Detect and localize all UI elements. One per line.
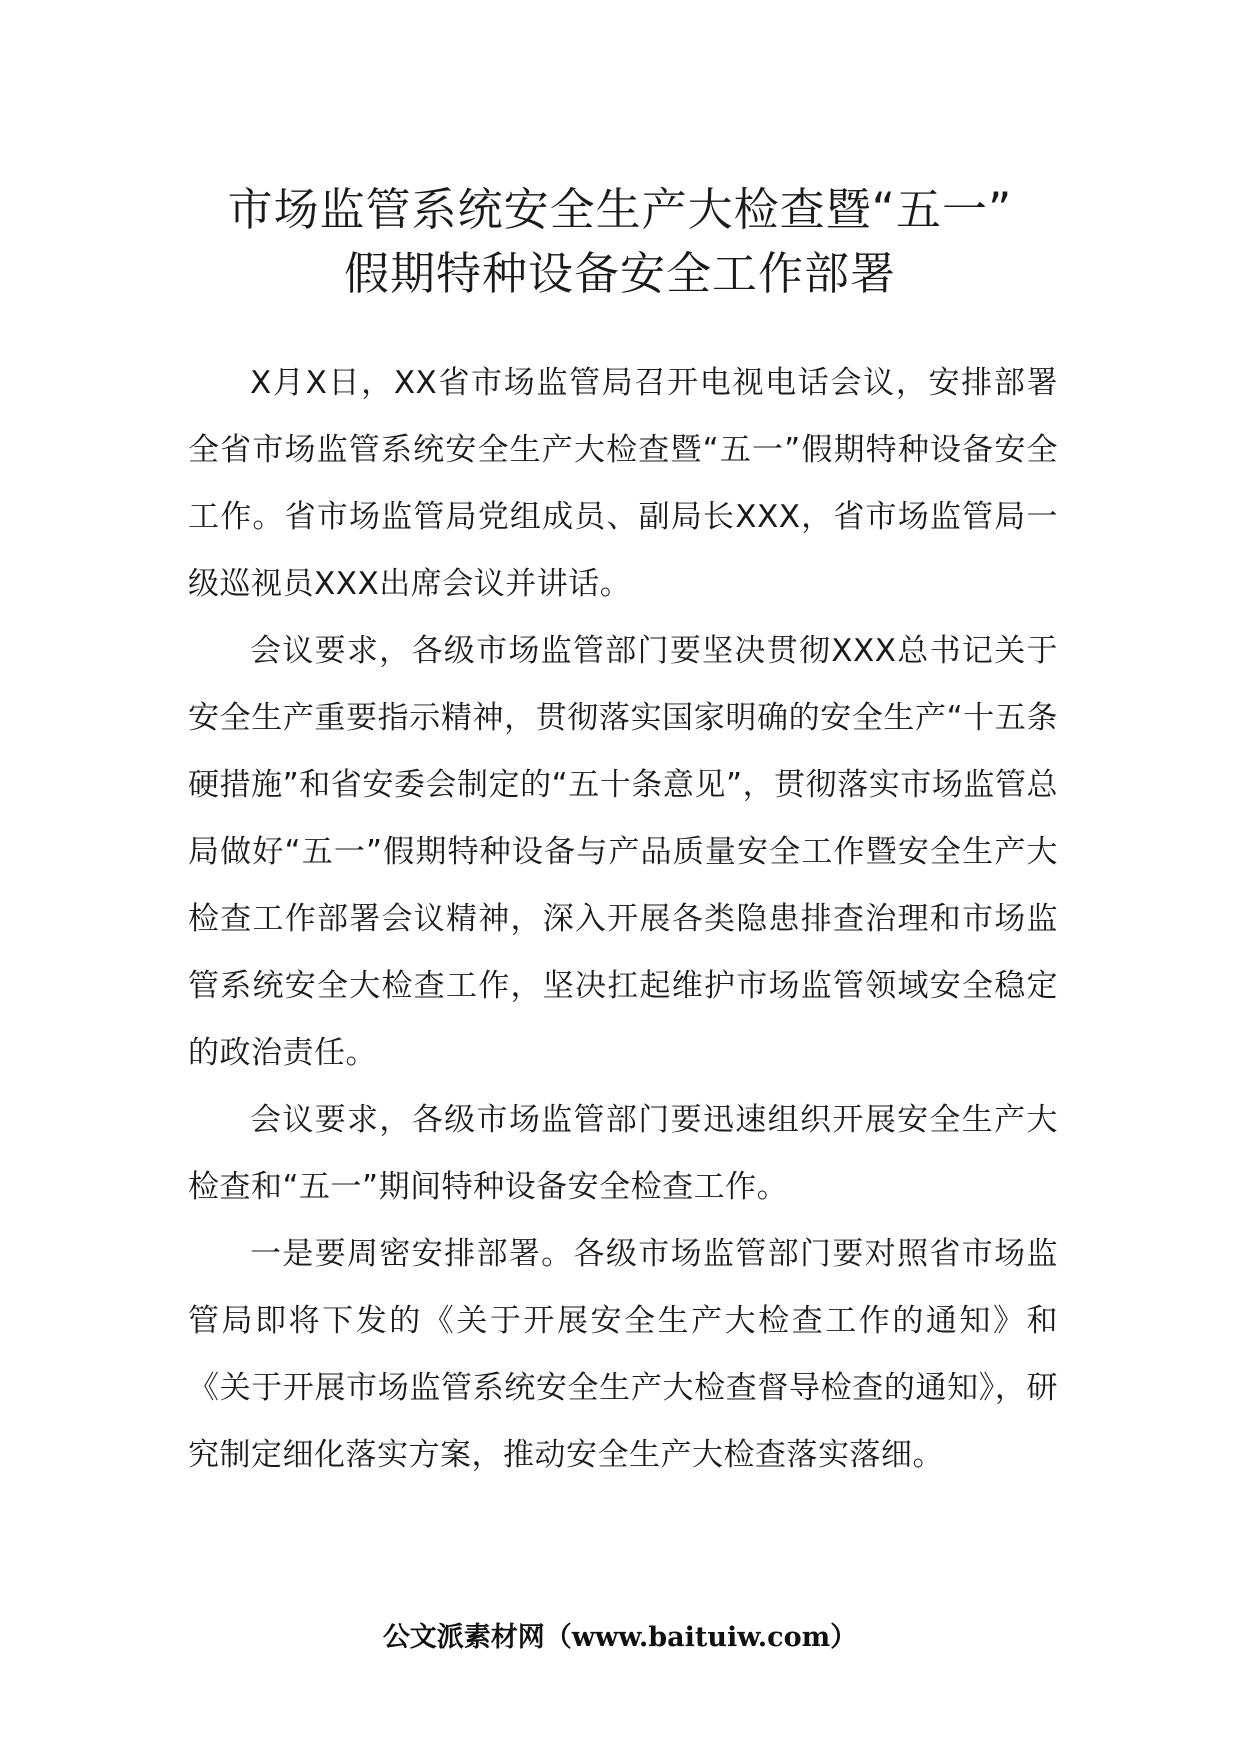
paragraph-4: 一是要周密安排部署。各级市场监管部门要对照省市场监管局即将下发的《关于开展安全生产大检查工作的通知》和《关于开展市场监管系统安全生产大检查督导检查的通知》，研究制定细化落实方案，推动安全生产大检查落实落细。	[188, 1236, 1058, 1473]
title-line-1: 市场监管系统安全生产大检查暨“五一”	[227, 183, 1013, 236]
title-line-2: 假期特种设备安全工作部署	[343, 247, 896, 300]
paragraph-1: X月X日，XX省市场监管局召开电视电话会议，安排部署全省市场监管系统安全生产大检查暨“五一”假期特种设备安全工作。省市场监管局党组成员、副局长XXX，省市场监管局一级巡视员XXX出席会议并讲话。	[188, 365, 1058, 602]
document-body	[188, 350, 1058, 1489]
document-title	[150, 178, 1090, 306]
paragraph-2: 会议要求，各级市场监管部门要坚决贯彻XXX总书记关于安全生产重要指示精神，贯彻落实国家明确的安全生产“十五条硬措施”和省安委会制定的“五十条意见”，贯彻落实市场监管总局做好“五一”假期特种设备与产品质量安全工作暨安全生产大检查工作部署会议精神，深入开展各类隐患排查治理和市场监管系统安全大检查工作，坚决扛起维护市场监管领域安全稳定的政治责任。	[188, 633, 1058, 1071]
paragraph-3: 会议要求，各级市场监管部门要迅速组织开展安全生产大检查和“五一”期间特种设备安全检查工作。	[188, 1102, 1058, 1205]
footer-watermark: 公文派素材网（www.baituiw.com）	[382, 1622, 858, 1653]
